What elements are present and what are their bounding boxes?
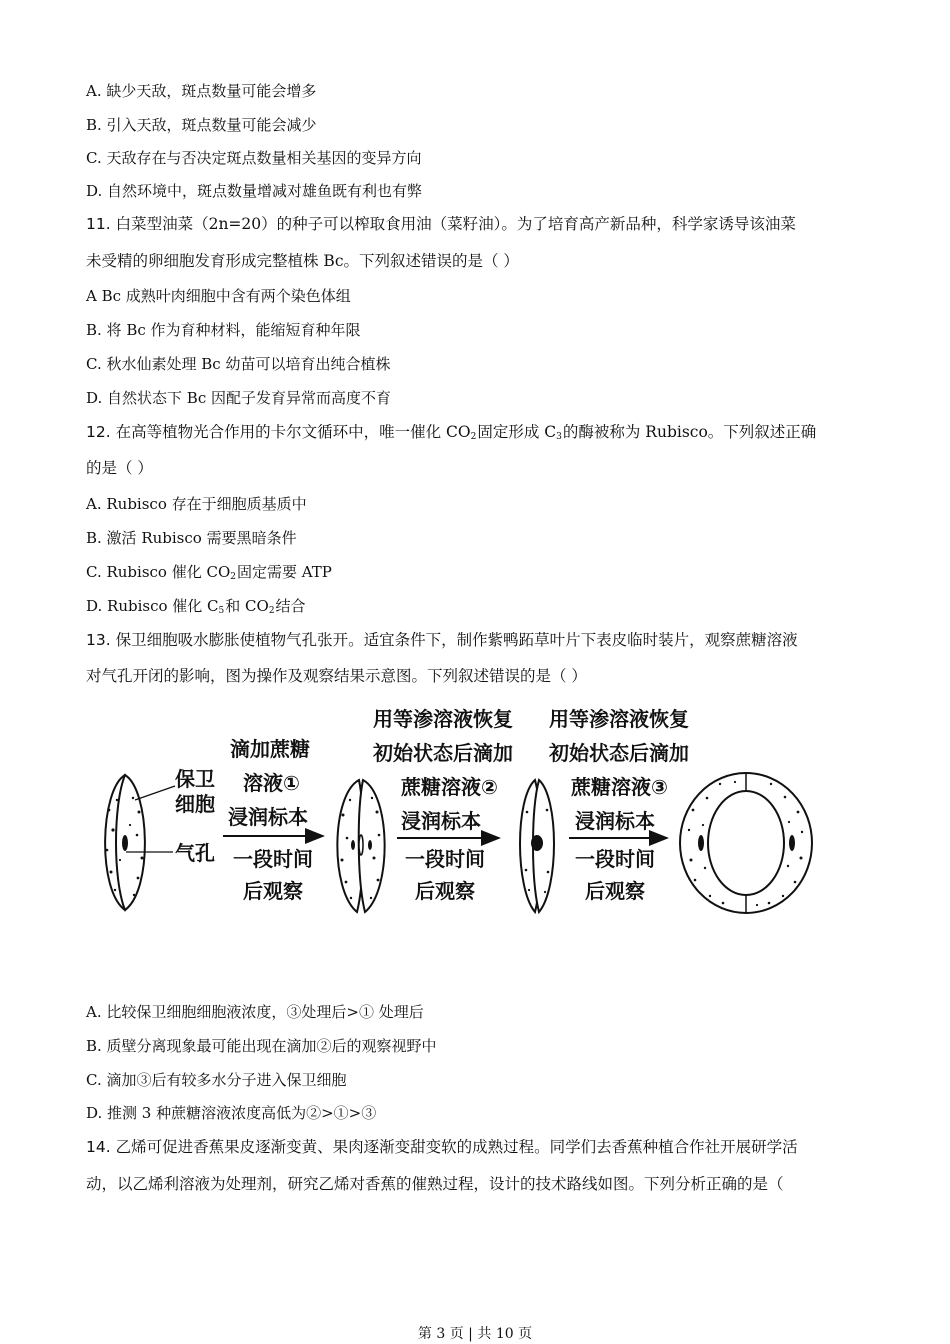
guard-cells-after-1: [337, 780, 384, 912]
q12-stem-line1: 12. 在高等植物光合作用的卡尔文循环中，唯一催化 $CO_2$固定形成 $C_3$的酶被称为 Rubisco。下列叙述正确: [86, 423, 817, 442]
q14-stem-line1: 14. 乙烯可促进香蕉果皮逐渐变黄、果肉逐渐变甜变软的成熟过程。同学们去香蕉种植合作社开展研学活: [86, 1138, 798, 1156]
guard-cells-after-3: [680, 773, 812, 913]
step2-line3: 一段时间: [405, 847, 485, 871]
guard-cells-after-2: [520, 780, 554, 912]
step2-top-line2: 初始状态后滴加: [373, 741, 513, 765]
stomata-diagram: [95, 700, 815, 930]
q13-option-c: C. 滴加③后有较多水分子进入保卫细胞: [86, 1071, 347, 1089]
q12-option-d: D. Rubisco 催化 $C_5$和 $CO_2$结合: [86, 597, 306, 616]
step2-line4: 后观察: [415, 879, 475, 903]
q10-option-c: C. 天敌存在与否决定斑点数量相关基因的变异方向: [86, 149, 422, 167]
q11-number: 11.: [86, 215, 111, 233]
q13-option-b: B. 质壁分离现象最可能出现在滴加②后的观察视野中: [86, 1037, 437, 1055]
q10-option-d: D. 自然环境中，斑点数量增减对雄鱼既有利也有弊: [86, 182, 423, 200]
step2-top-line1: 用等渗溶液恢复: [373, 707, 513, 731]
q13-option-d: D. 推测 3 种蔗糖溶液浓度高低为②>①>③: [86, 1104, 377, 1122]
step1-line5: 后观察: [243, 879, 303, 903]
step3-line4: 后观察: [585, 879, 645, 903]
step1-line2: 溶液①: [243, 771, 300, 795]
step3-line1: 蔗糖溶液③: [571, 775, 668, 799]
page-number: 3: [436, 1326, 446, 1342]
q11-option-c: C. 秋水仙素处理 Bc 幼苗可以培育出纯合植株: [86, 355, 391, 373]
q13-stem-line1: 13. 保卫细胞吸水膨胀使植物气孔张开。适宜条件下，制作紫鸭跖草叶片下表皮临时装片，观察蔗糖溶液: [86, 631, 798, 649]
q11-option-d: D. 自然状态下 Bc 因配子发育异常而高度不育: [86, 389, 391, 407]
page-footer: 第 3 页 | 共 10 页: [417, 1326, 533, 1342]
q13-option-a: A. 比较保卫细胞细胞液浓度，③处理后>① 处理后: [86, 1003, 424, 1021]
q11-option-a: A Bc 成熟叶肉细胞中含有两个染色体组: [86, 287, 351, 305]
stomata-diagram-svg: [95, 700, 815, 930]
q12-option-a: A. Rubisco 存在于细胞质基质中: [86, 495, 307, 513]
step2-line2: 浸润标本: [401, 809, 481, 833]
q14-number: 14.: [86, 1138, 111, 1156]
q10-option-a: A. 缺少天敌，斑点数量可能会增多: [86, 82, 317, 100]
step1-line1: 滴加蔗糖: [230, 737, 310, 761]
label-guard-cell-2: 细胞: [175, 792, 215, 816]
guard-cells-initial: [105, 775, 175, 910]
step3-line3: 一段时间: [575, 847, 655, 871]
step2-line1: 蔗糖溶液②: [401, 775, 498, 799]
q12-number: 12.: [86, 423, 111, 441]
step3-top-line2: 初始状态后滴加: [549, 741, 689, 765]
q12-option-c: C. Rubisco 催化 $CO_2$固定需要 ATP: [86, 563, 332, 582]
q13-stem-line2: 对气孔开闭的影响，图为操作及观察结果示意图。下列叙述错误的是（ ）: [86, 667, 587, 685]
step1-line3: 浸润标本: [228, 805, 308, 829]
step3-top-line1: 用等渗溶液恢复: [549, 707, 689, 731]
page-total: 10: [495, 1326, 514, 1342]
q13-number: 13.: [86, 631, 111, 649]
q11-stem-line1: 11. 白菜型油菜（2n=20）的种子可以榨取食用油（菜籽油）。为了培育高产新品种，科学家诱导该油菜: [86, 215, 796, 233]
label-guard-cell-1: 保卫: [175, 767, 215, 791]
q11-stem-line2: 未受精的卵细胞发育形成完整植株 Bc。下列叙述错误的是（ ）: [86, 252, 519, 270]
q12-option-b: B. 激活 Rubisco 需要黑暗条件: [86, 529, 297, 547]
q10-option-b: B. 引入天敌，斑点数量可能会减少: [86, 116, 317, 134]
step3-line2: 浸润标本: [575, 809, 655, 833]
q11-option-b: B. 将 Bc 作为育种材料，能缩短育种年限: [86, 321, 361, 339]
q12-stem-line2: 的是（ ）: [86, 459, 153, 477]
step1-line4: 一段时间: [233, 847, 313, 871]
label-stoma: 气孔: [175, 841, 215, 865]
q14-stem-line2: 动，以乙烯利溶液为处理剂，研究乙烯对香蕉的催熟过程，设计的技术路线如图。下列分析正确的是（: [86, 1175, 784, 1193]
